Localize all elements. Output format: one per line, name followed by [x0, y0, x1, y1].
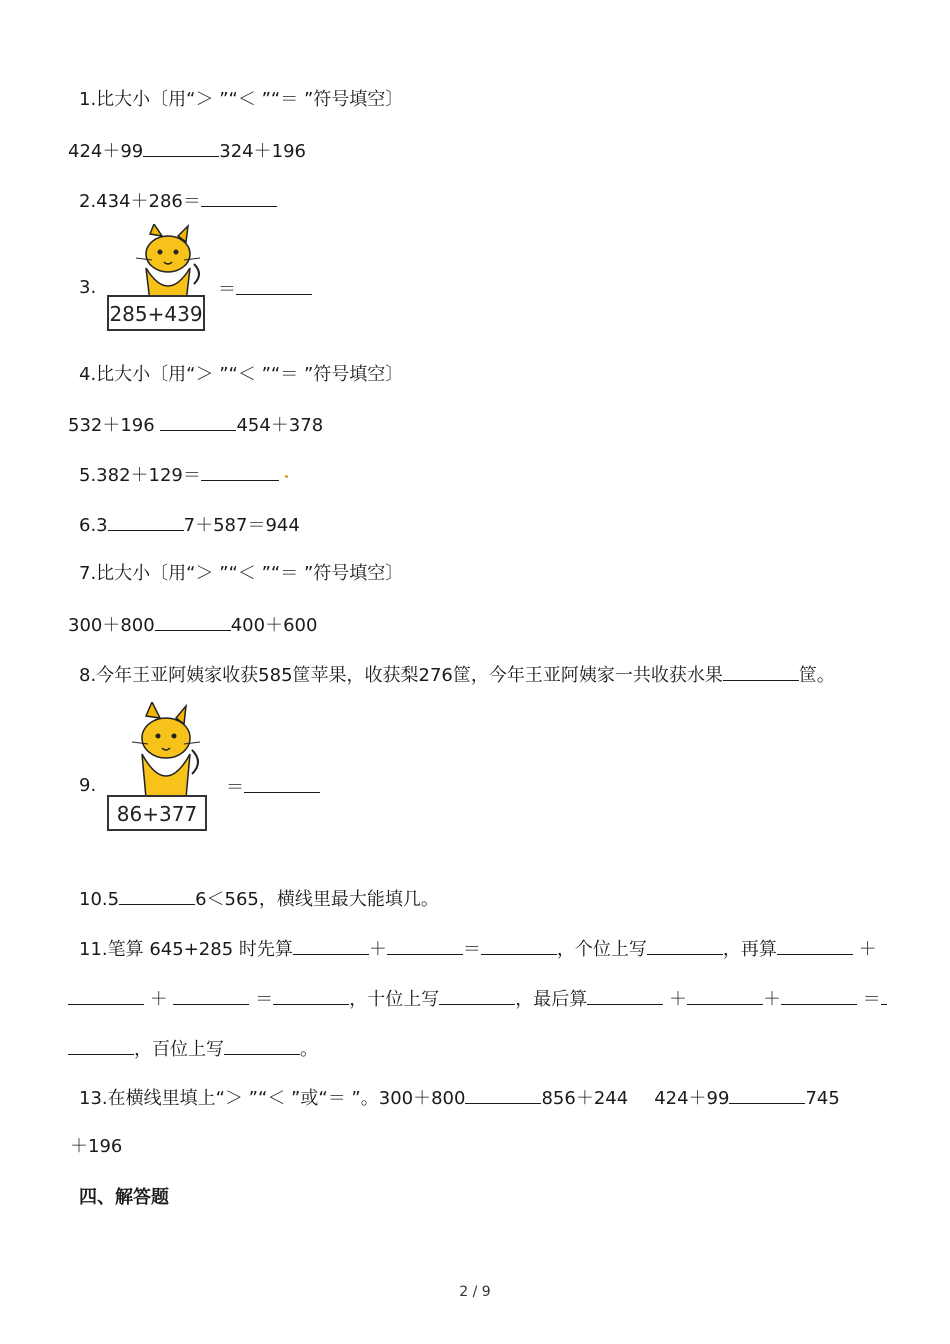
answer-blank[interactable]: [777, 936, 853, 955]
q8-text: 8.今年王亚阿姨家收获585筐苹果，收获梨276筐，今年王亚阿姨家一共收获水果: [79, 665, 723, 686]
question-11-line-1: [79, 936, 877, 962]
q13-text: 424＋99: [654, 1088, 730, 1109]
plus-sign: ＋: [762, 989, 781, 1010]
q4-left: 532＋196: [68, 415, 155, 436]
question-4-expression: [68, 412, 323, 438]
answer-blank[interactable]: [387, 936, 463, 955]
q13-text: 13.在横线里填上“＞ ”“＜ ”或“＝ ”。300＋800: [79, 1088, 466, 1109]
answer-blank[interactable]: [687, 986, 763, 1005]
question-4-label: 4.比大小〔用“＞ ”“＜ ”“＝ ”符号填空〕: [79, 364, 404, 385]
answer-blank[interactable]: [108, 512, 184, 531]
answer-blank[interactable]: [68, 986, 144, 1005]
question-11-line-3: [68, 1036, 318, 1062]
q6-prefix: 6.3: [79, 515, 108, 536]
question-5: [79, 462, 288, 488]
question-6: [79, 512, 300, 538]
question-1-expression: [68, 138, 306, 164]
answer-blank[interactable]: [224, 1036, 300, 1055]
q11-text: 11.笔算 645+285 时先算: [79, 939, 293, 960]
dot-mark: [285, 475, 288, 478]
equals-sign: ＝: [218, 279, 236, 300]
question-9-number: 9.: [79, 775, 97, 796]
q2-text: 2.434＋286＝: [79, 191, 201, 212]
question-13-line-2: ＋196: [70, 1136, 123, 1157]
answer-blank[interactable]: [439, 986, 515, 1005]
q11-text: ，再算: [722, 939, 777, 960]
answer-blank[interactable]: [155, 612, 231, 631]
q10-suffix: 6＜565，横线里最大能填几。: [195, 889, 439, 910]
question-2: [79, 188, 277, 214]
answer-blank[interactable]: [587, 986, 663, 1005]
question-10: [79, 886, 439, 912]
cat-card-icon: [106, 224, 206, 332]
answer-blank[interactable]: [201, 462, 279, 481]
q11-text: 。: [300, 1039, 318, 1060]
page-number: 2 / 9: [459, 1284, 491, 1300]
answer-blank[interactable]: [173, 986, 249, 1005]
answer-blank[interactable]: [481, 936, 557, 955]
q5-text: 5.382＋129＝: [79, 465, 201, 486]
q1-left: 424＋99: [68, 141, 144, 162]
plus-sign: ＋: [858, 939, 877, 960]
answer-blank[interactable]: [68, 1036, 134, 1055]
equals-sign: ＝: [462, 939, 481, 960]
answer-blank[interactable]: [729, 1085, 805, 1104]
plus-sign: ＋: [368, 939, 387, 960]
answer-blank[interactable]: [293, 936, 369, 955]
answer-blank[interactable]: [273, 986, 349, 1005]
q13-text: 745: [805, 1088, 840, 1109]
equals-sign: ＝: [226, 777, 244, 798]
question-11-line-2: [68, 986, 887, 1012]
question-8: [79, 662, 835, 688]
question-13-line-1: [79, 1085, 840, 1111]
answer-blank[interactable]: [201, 188, 277, 207]
plus-sign: ＋: [149, 989, 168, 1010]
answer-blank[interactable]: [143, 138, 219, 157]
question-7-label: 7.比大小〔用“＞ ”“＜ ”“＝ ”符号填空〕: [79, 563, 404, 584]
q11-text: ，百位上写: [134, 1039, 224, 1060]
answer-blank[interactable]: [160, 412, 236, 431]
answer-blank[interactable]: [465, 1085, 541, 1104]
q11-text: ，最后算: [515, 989, 588, 1010]
answer-blank[interactable]: [781, 986, 857, 1005]
q6-suffix: 7＋587＝944: [183, 515, 300, 536]
question-3-answer: [218, 276, 312, 302]
q11-text: ，个位上写: [556, 939, 647, 960]
question-7-expression: [68, 612, 317, 638]
q10-prefix: 10.5: [79, 889, 120, 910]
q13-text: 856＋244: [541, 1088, 629, 1109]
q4-right: 454＋378: [236, 415, 324, 436]
question-1-label: 1.比大小〔用“＞ ”“＜ ”“＝ ”符号填空〕: [79, 89, 404, 110]
equals-sign: ＝: [255, 989, 274, 1010]
card-expression: 285+439: [109, 302, 203, 326]
question-3-number: 3.: [79, 277, 97, 298]
answer-blank[interactable]: [119, 886, 195, 905]
answer-blank[interactable]: [881, 986, 887, 1005]
plus-sign: ＋: [668, 989, 687, 1010]
answer-blank[interactable]: [647, 936, 723, 955]
q8-suffix: 筐。: [798, 665, 835, 686]
q11-text: ，十位上写: [349, 989, 440, 1010]
answer-blank[interactable]: [244, 774, 320, 793]
section-heading: 四、解答题: [79, 1187, 169, 1208]
card-expression: 86+377: [116, 802, 198, 826]
q7-left: 300＋800: [68, 615, 155, 636]
answer-blank[interactable]: [236, 276, 312, 295]
q1-right: 324＋196: [219, 141, 306, 162]
cat-card-icon: [106, 702, 208, 832]
answer-blank[interactable]: [723, 662, 799, 681]
equals-sign: ＝: [862, 989, 881, 1010]
q7-right: 400＋600: [230, 615, 318, 636]
question-9-answer: [226, 774, 320, 800]
